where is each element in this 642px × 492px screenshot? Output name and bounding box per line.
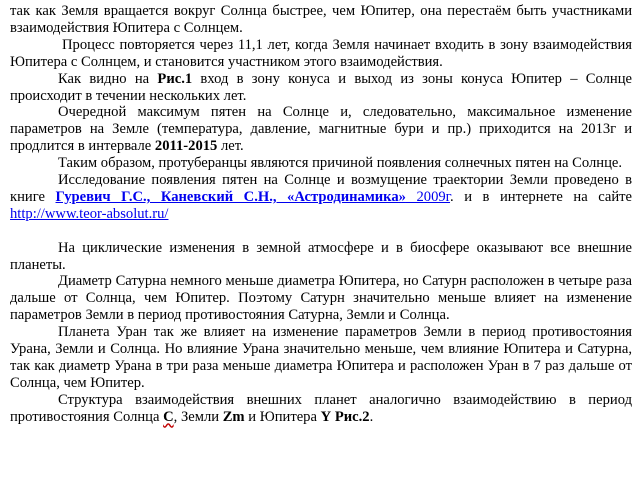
paragraph-6-text-b: . и в интернете на сайте (450, 188, 632, 205)
paragraph-6 (10, 172, 632, 223)
paragraph-10 (10, 392, 632, 426)
paragraph-4-text-a: Очередной максимум пятен на Солнце и, следовательно, максимальное изменение параметров на Земле (температура, давление, магнитные бури и пр.) приходится на 2013г и продлится в интервале (10, 104, 632, 155)
paragraph-9: Планета Уран так же влияет на изменение параметров Земли в период противостояния Урана, Земли и Солнца. Но влияние Урана значительно меньше, чем влияние Юпитера и Сатурна, так как диаметр Урана в три раза меньше диаметра Юпитера и расположен Уран в 7 раз дальше от Солнца, чем Юпитер. (10, 324, 632, 391)
paragraph-4 (10, 104, 632, 155)
figure-1-reference: Рис.1 (157, 70, 193, 87)
book-year-link[interactable]: 2009г (405, 188, 451, 205)
paragraph-3-text-b: вход в зону конуса и выход из зоны конуса Юпитер – Солнце происходит в течении нескольких лет. (10, 70, 632, 104)
figure-2-reference: Рис.2 (334, 408, 370, 425)
paragraph-10-text-c: и Юпитера (244, 408, 321, 425)
year-range: 2011-2015 (154, 138, 218, 155)
paragraph-10-text-b: , Земли (173, 408, 223, 425)
paragraph-7: На циклические изменения в земной атмосфере и в биосфере оказывают все внешние планеты. (10, 239, 632, 273)
paragraph-5: Таким образом, протуберанцы являются причиной появления солнечных пятен на Солнце. (58, 155, 623, 172)
sun-symbol: С (163, 408, 174, 425)
jupiter-symbol: Y (320, 408, 332, 425)
paragraph-6-text-a: Исследование появления пятен на Солнце и возмущение траектории Земли проведено в книге (10, 172, 632, 205)
website-link[interactable]: http://www.teor-absolut.ru/ (10, 205, 169, 222)
paragraph-10-text-a: Структура взаимодействия внешних планет аналогично взаимодействию в период противостояния Солнца (10, 391, 632, 425)
paragraph-1: так как Земля вращается вокруг Солнца быстрее, чем Юпитер, она перестаём быть участниками взаимодействия Юпитера с Солнцем. (10, 3, 632, 36)
earth-symbol: Zm (222, 408, 245, 425)
paragraph-2: Процесс повторяется через 11,1 лет, когда Земля начинает входить в зону взаимодействия Юпитера с Солнцем, и становится участником этого взаимодействия. (10, 36, 632, 70)
paragraph-3 (10, 71, 632, 105)
book-link[interactable]: Гуревич Г.С., Каневский С.Н., «Астродинамика» (55, 188, 406, 205)
paragraph-4-text-b: лет. (217, 138, 244, 155)
paragraph-10-text-e: . (369, 408, 374, 425)
paragraph-8: Диаметр Сатурна немного меньше диаметра Юпитера, но Сатурн расположен в четыре раза дальше от Солнца, чем Юпитер. Поэтому Сатурн значительно меньше влияет на изменение параметров Земли в период противостояния Сатурна, Земли и Солнца. (10, 273, 632, 324)
paragraph-3-text-a: Как видно на (58, 70, 158, 87)
blank-line (10, 223, 632, 240)
